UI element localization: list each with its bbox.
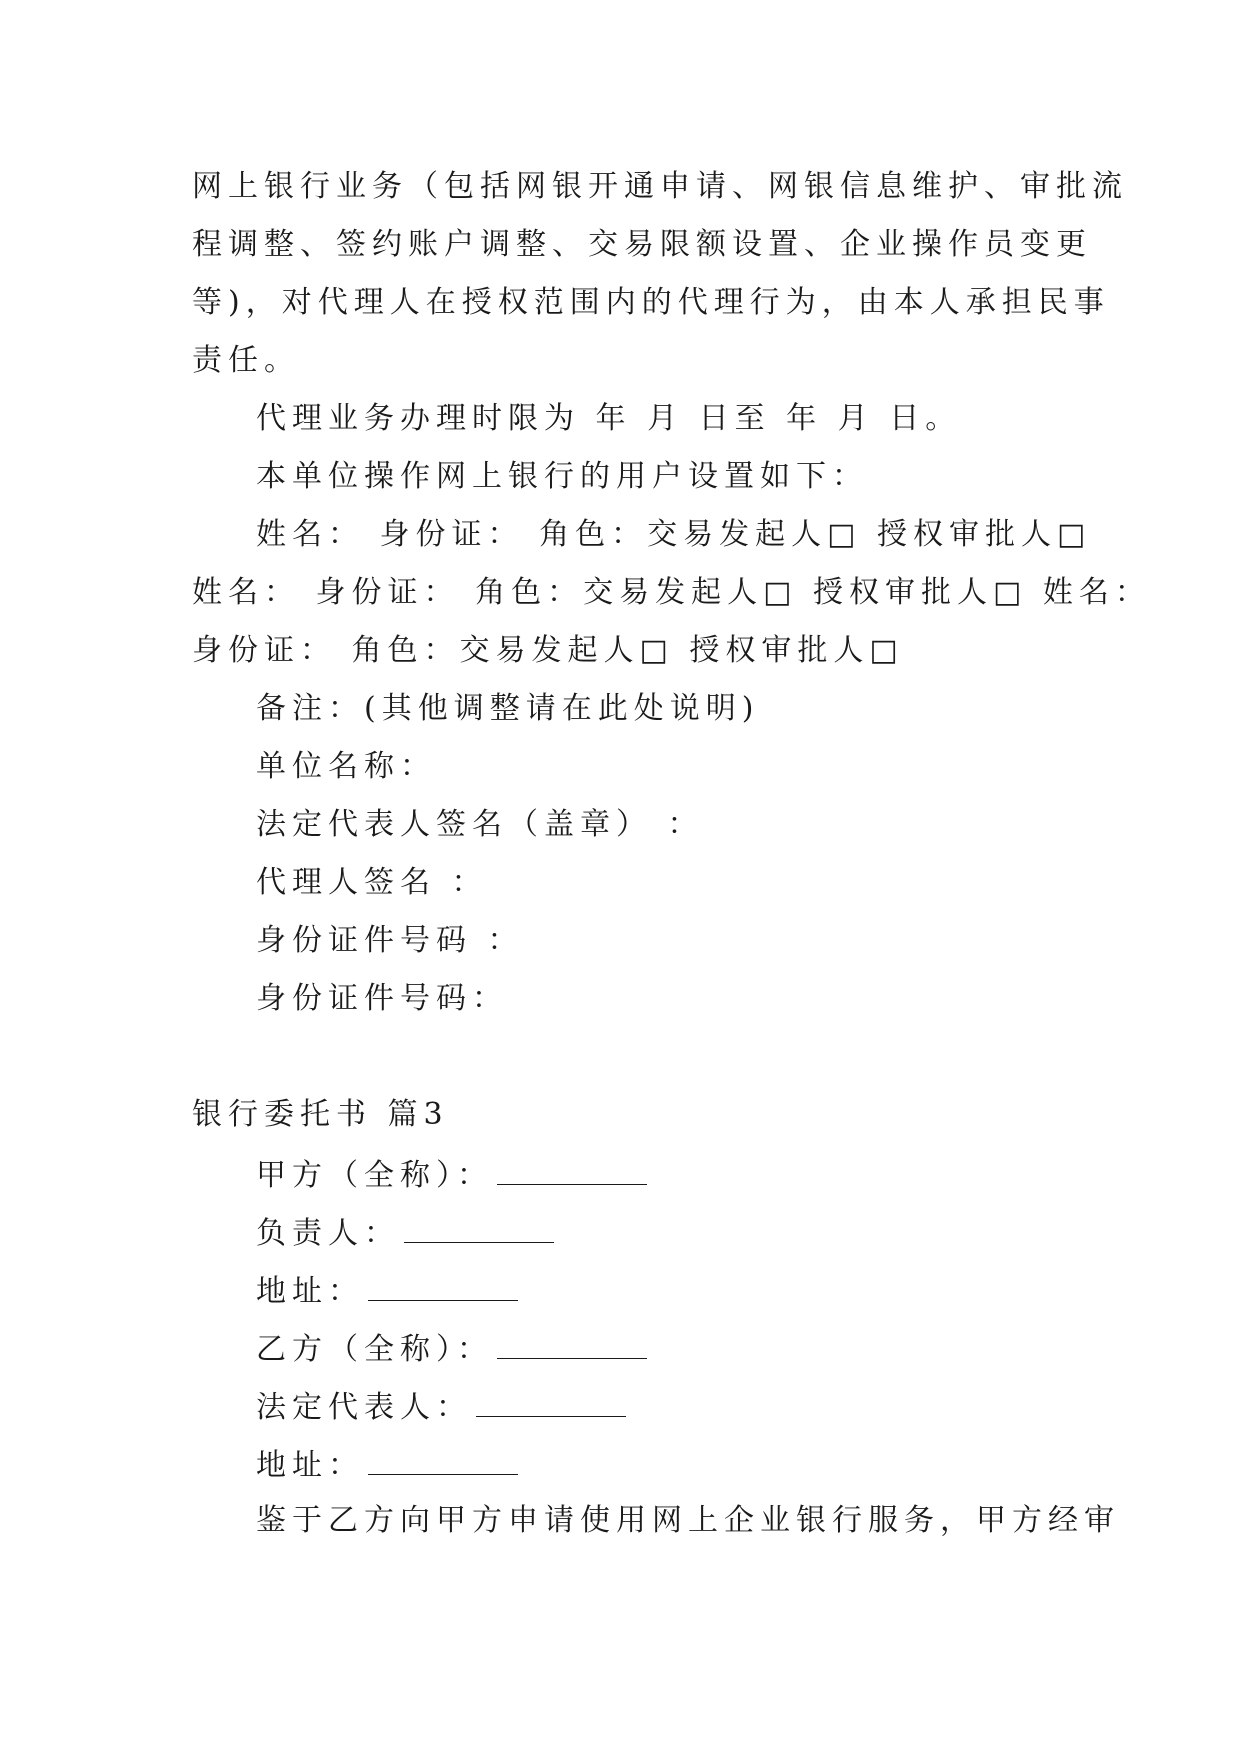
user-setting-line: 姓名： 身份证： 角色：交易发起人□ 授权审批人□ 姓名： [192,575,1151,610]
id-number-label: 身份证件号码： [256,981,508,1016]
party-a-address-label: 地址： [256,1274,364,1309]
agent-signature: 代理人签名 ： [256,865,488,900]
party-b-address-field [192,1434,1052,1492]
paragraph-line: 鉴于乙方向甲方申请使用网上企业银行服务，甲方经审 [256,1503,1120,1538]
id-number-label: 身份证件号码 ： [256,923,524,958]
fill-in-blank [368,1260,518,1301]
fill-in-blank [404,1202,554,1243]
fill-in-blank [497,1144,647,1185]
party-b-representative-label: 法定代表人： [256,1390,472,1425]
party-a-head-field [192,1202,1052,1260]
fill-in-blank [497,1318,647,1359]
fill-in-blank [476,1376,626,1417]
user-setting-line: 姓名： 身份证： 角色：交易发起人□ 授权审批人□ [256,517,1092,552]
legal-representative-signature: 法定代表人签名（盖章） ： [256,807,704,842]
unit-name-label: 单位名称： [256,749,436,784]
users-intro: 本单位操作网上银行的用户设置如下： [256,459,868,494]
paragraph-line: 网上银行业务（包括网银开通申请、网银信息维护、审批流 [192,169,1128,204]
fill-in-blank [368,1434,518,1475]
party-b-label: 乙方（全称）： [256,1332,493,1367]
agency-term: 代理业务办理时限为 年 月 日至 年 月 日。 [256,401,962,436]
party-b-address-label: 地址： [256,1448,364,1483]
paragraph-line: 责任。 [192,343,300,378]
paragraph-line: 程调整、签约账户调整、交易限额设置、企业操作员变更 [192,227,1092,262]
party-b-name-field [192,1318,1052,1376]
spacer [192,1028,1052,1086]
remark: 备注：(其他调整请在此处说明) [256,691,760,726]
party-a-label: 甲方（全称）： [256,1158,493,1193]
document-page [192,158,1151,1550]
party-b-representative-field [192,1376,1052,1434]
party-a-head-label: 负责人： [256,1216,400,1251]
party-a-name-field [192,1144,1052,1202]
section-title: 银行委托书 篇3 [192,1097,449,1132]
paragraph-line: 等)，对代理人在授权范围内的代理行为，由本人承担民事 [192,285,1110,320]
party-a-address-field [192,1260,1052,1318]
user-setting-line: 身份证： 角色：交易发起人□ 授权审批人□ [192,633,904,668]
